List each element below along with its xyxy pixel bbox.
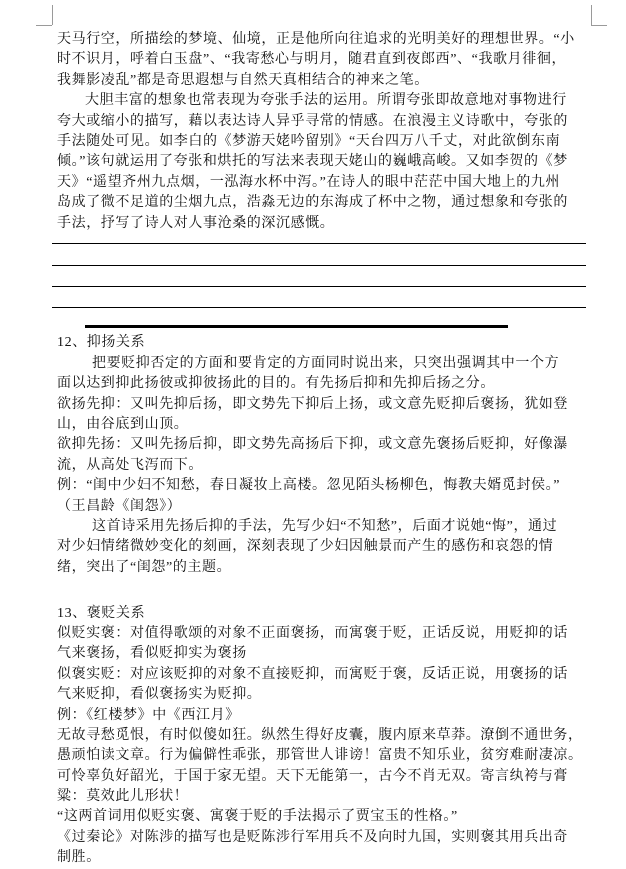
crop-mark-horizontal [36,25,52,26]
text-line[interactable]: 把要贬抑否定的方面和要肯定的方面同时说出来，只突出强调其中一个方 [92,355,560,371]
document-text-area[interactable] [57,30,594,869]
text-line[interactable]: 例：“闺中少妇不知愁，春日凝妆上高楼。忽见陌头杨柳色，悔教夫婿觅封侯。” [57,478,561,494]
answer-rules [57,223,594,309]
paragraph-baobian [57,624,594,869]
text-line[interactable]: 似褒实贬：对应该贬抑的对象不直接贬抑，而寓贬于褒，反话正说，用褒扬的话 [57,666,568,682]
text-line[interactable]: （王昌龄《闺怨》） [57,498,182,514]
text-line[interactable]: 无故寻愁觅恨，有时似傻如狂。纵然生得好皮囊，腹内原来草莽。潦倒不通世务， [57,727,583,743]
crop-mark-vertical [591,5,592,25]
margin-crop-mark-top-right [591,5,609,26]
text-line[interactable]: 流，从高处飞泻而下。 [57,457,203,473]
text-line[interactable]: 制胜。 [57,850,101,866]
text-line[interactable]: 欲扬先抑：又叫先抑后扬，即文势先下抑后上扬，或文意先贬抑后褒扬，犹如登 [57,396,568,412]
paragraph-yiyang [57,354,594,578]
text-line[interactable]: 绪，突出了“闺怨”的主题。 [57,559,232,575]
text-line[interactable]: 似贬实褒：对值得歌颂的对象不正面褒扬，而寓褒于贬，正话反说，用贬抑的话 [57,625,568,641]
margin-crop-mark-top-left [36,5,53,26]
text-line[interactable]: 天》“遥望齐州九点烟，一泓海水杯中泻。”在诗人的眼中茫茫中国大地上的九州 [57,174,561,190]
text-line[interactable]: 时不识月，呼着白玉盘”、“我寄愁心与明月，随君直到夜郎西”、“我歌月徘徊， [57,52,567,68]
paragraph-kuazhang-intro [57,30,594,234]
blank-line [57,578,594,598]
text-line[interactable]: 面以达到抑此扬彼或抑彼扬此的目的。有先扬后抑和先抑后扬之分。 [57,376,495,392]
section-heading-12 [57,333,594,353]
section-heading-13 [57,604,594,624]
text-line[interactable]: 手法随处可见。如李白的《梦游天姥吟留别》“天台四万八千丈，对此欲倒东南 [57,133,561,149]
text-line[interactable]: 愚顽怕读文章。行为偏僻性乖张，那管世人诽谤！富贵不知乐业，贫穷难耐凄凉。 [57,748,583,764]
text-line[interactable]: 天马行空，所描绘的梦境、仙境，正是他所向往追求的光明美好的理想世界。“小 [57,32,575,47]
answer-rule-line[interactable] [52,244,586,265]
text-line[interactable]: “这两首词用似贬实褒、寓褒于贬的手法揭示了贾宝玉的性格。” [57,809,458,825]
text-line[interactable]: 气来褒扬，看似贬抑实为褒扬 [57,646,247,662]
text-line[interactable]: 欲抑先扬：又叫先扬后抑，即文势先高扬后下抑，或文意先褒扬后贬抑，好像瀑 [57,437,568,453]
text-line[interactable]: 大胆丰富的想象也常表现为夸张手法的运用。所谓夸张即故意地对事物进行 [85,93,567,109]
text-line[interactable]: 夸大或缩小的描写，藉以表达诗人异乎寻常的情感。在浪漫主义诗歌中，夸张的 [57,113,568,129]
answer-rule-line[interactable] [52,287,586,308]
crop-mark-vertical [52,5,53,25]
text-line[interactable]: 例：《红楼梦》中《西江月》 [57,707,240,723]
text-line[interactable]: 气来贬抑，看似褒扬实为贬抑。 [57,687,262,703]
text-line[interactable]: 山，由谷底到山顶。 [57,417,189,433]
text-line[interactable]: 倾。”该句就运用了夸张和烘托的写法来表现天姥山的巍峨高峻。又如李贺的《梦 [57,154,568,170]
section-heading-text[interactable]: 13、褒贬关系 [57,605,146,621]
text-line[interactable]: 对少妇情绪微妙变化的刻画，深刻表现了少妇因触景而产生的感伤和哀怨的情 [57,539,554,555]
text-line[interactable]: 这首诗采用先扬后抑的手法，先写少妇“不知愁”，后面才说她“悔”，通过 [92,518,558,534]
text-line[interactable]: 我舞影凌乱”都是奇思遐想与自然天真相结合的神来之笔。 [57,72,429,88]
text-line[interactable]: 岛成了微不足道的尘烟九点，浩淼无边的东海成了杯中之物，通过想象和夸张的 [57,195,568,211]
text-line[interactable]: 粱：莫效此儿形状！ [57,789,189,805]
section-heading-text[interactable]: 12、抑扬关系 [57,335,146,351]
section-divider-line [85,325,508,328]
text-line[interactable]: 手法，抒写了诗人对人事沧桑的深沉感慨。 [57,215,335,231]
text-line[interactable]: 《过秦论》对陈涉的描写也是贬陈涉行军用兵不及向时九国，实则褒其用兵出奇 [57,829,568,845]
answer-rule-line[interactable] [52,266,586,287]
text-line[interactable]: 可怜辜负好韶光，于国于家无望。天下无能第一，古今不肖无双。寄言纨袴与膏 [57,768,568,784]
crop-mark-horizontal [591,25,607,26]
